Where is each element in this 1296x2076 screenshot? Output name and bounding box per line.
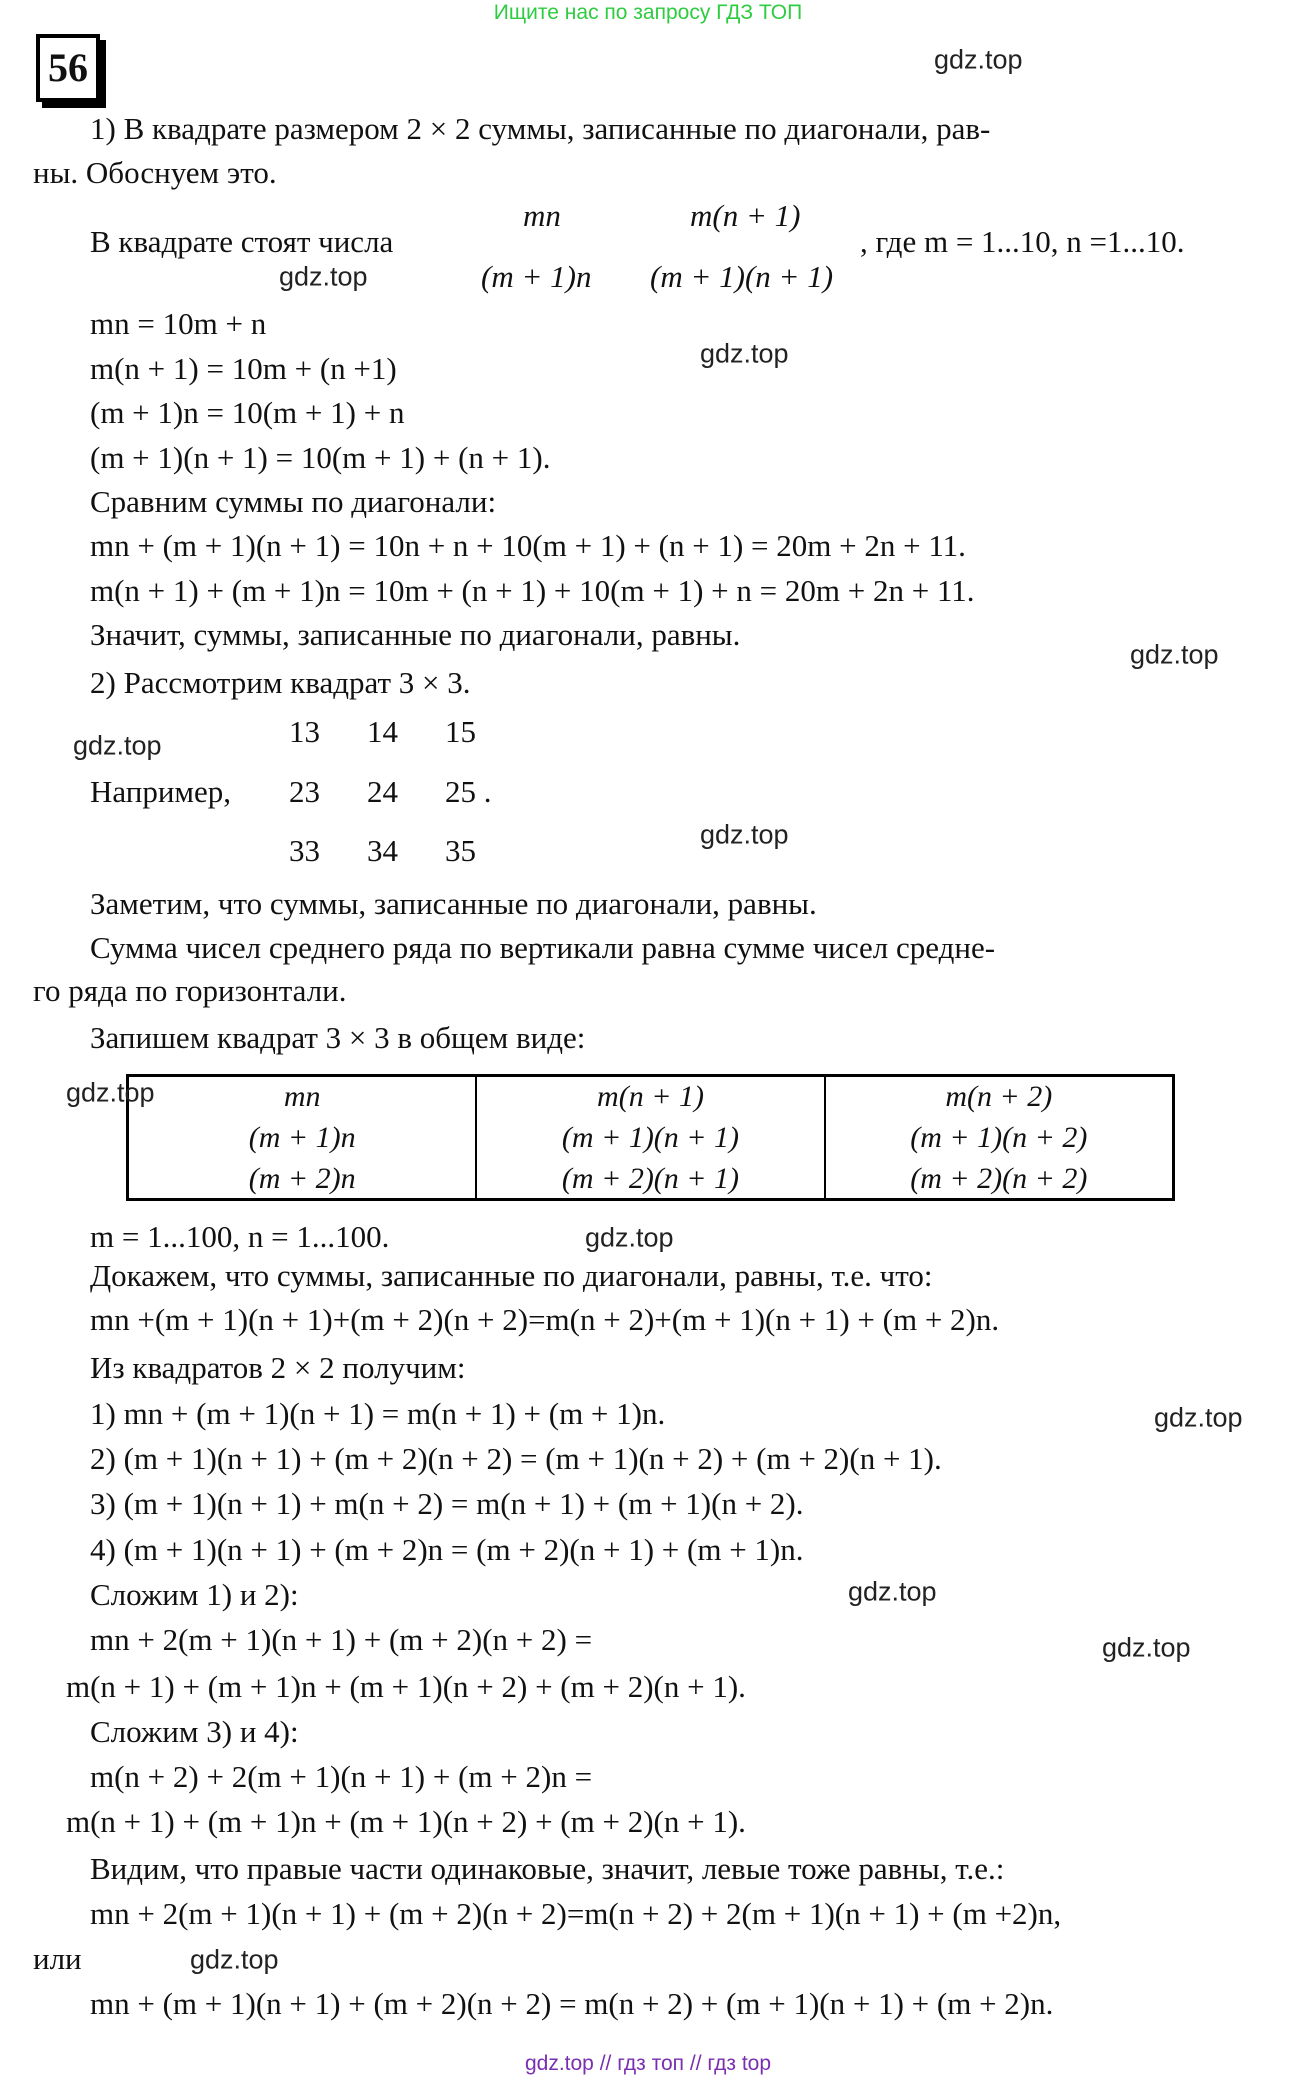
table-cell: mn: [283, 1080, 321, 1113]
table-column: [477, 1077, 825, 1198]
grid-cell: 24: [367, 774, 398, 809]
watermark: gdz.top: [848, 1576, 937, 1607]
grid-cell: 33: [289, 833, 320, 868]
table-cell: (m + 2)(n + 1): [561, 1162, 740, 1195]
text-line: Сравним суммы по диагонали:: [90, 484, 497, 519]
grid-cell: 23: [289, 774, 320, 809]
text-line: го ряда по горизонтали.: [33, 973, 347, 1008]
table-cell: (m + 1)(n + 2): [910, 1121, 1088, 1154]
watermark: gdz.top: [1154, 1402, 1243, 1433]
table-column: [826, 1077, 1172, 1198]
footer-links[interactable]: gdz.top // гдз топ // гдз top: [524, 2052, 772, 2075]
watermark: gdz.top: [934, 44, 1023, 75]
formula-line: m(n + 1) + (m + 1)n + (m + 1)(n + 2) + (m + 2)(n + 1).: [66, 1804, 746, 1839]
text-line: Заметим, что суммы, записанные по диагонали, равны.: [90, 886, 817, 921]
text-line: ны. Обоснуем это.: [33, 155, 277, 190]
header-ad-link[interactable]: Ищите нас по запросу ГДЗ ТОП: [493, 1, 803, 24]
matrix-cell: m(n + 1): [690, 198, 801, 233]
grid-cell: 15: [445, 714, 476, 749]
watermark: gdz.top: [700, 338, 789, 369]
formula-line: m(n + 1) + (m + 1)n + (m + 1)(n + 2) + (m + 2)(n + 1).: [66, 1669, 746, 1704]
text-line: Сложим 1) и 2):: [90, 1577, 299, 1612]
text-line: В квадрате стоят числа: [90, 224, 394, 259]
watermark: gdz.top: [279, 261, 368, 292]
table-cell: m(n + 2): [945, 1080, 1053, 1113]
grid-cell: 25 .: [445, 774, 492, 809]
text-line: Значит, суммы, записанные по диагонали, равны.: [90, 617, 741, 652]
formula-line: 4) (m + 1)(n + 1) + (m + 2)n = (m + 2)(n + 1) + (m + 1)n.: [90, 1532, 804, 1567]
formula-line: mn + (m + 1)(n + 1) = 10n + n + 10(m + 1) + (n + 1) = 20m + 2n + 11.: [90, 528, 966, 563]
text-line: Сумма чисел среднего ряда по вертикали равна сумме чисел средне-: [90, 930, 996, 965]
watermark: gdz.top: [1130, 639, 1219, 670]
formula-line: mn + 2(m + 1)(n + 1) + (m + 2)(n + 2) =: [90, 1622, 593, 1657]
text-line: 1) В квадрате размером 2 × 2 суммы, записанные по диагонали, рав-: [90, 111, 991, 146]
formula-line: (m + 1)n = 10(m + 1) + n: [90, 395, 405, 430]
formula-line: mn + (m + 1)(n + 1) + (m + 2)(n + 2) = m(n + 2) + (m + 1)(n + 1) + (m + 2)n.: [90, 1986, 1054, 2021]
formula-line: m(n + 1) + (m + 1)n = 10m + (n + 1) + 10(m + 1) + n = 20m + 2n + 11.: [90, 573, 975, 608]
table-cell: m(n + 1): [597, 1080, 704, 1113]
watermark: gdz.top: [1102, 1632, 1191, 1663]
grid-cell: 13: [289, 714, 320, 749]
watermark: gdz.top: [73, 730, 162, 761]
formula-line: 2) (m + 1)(n + 1) + (m + 2)(n + 2) = (m + 1)(n + 2) + (m + 2)(n + 1).: [90, 1441, 942, 1476]
formula-line: (m + 1)(n + 1) = 10(m + 1) + (n + 1).: [90, 440, 551, 475]
matrix-cell: mn: [523, 198, 561, 233]
formula-line: mn = 10m + n: [90, 306, 267, 341]
formula-line: 3) (m + 1)(n + 1) + m(n + 2) = m(n + 1) + (m + 1)(n + 2).: [90, 1486, 804, 1521]
watermark: gdz.top: [585, 1222, 674, 1253]
matrix-cell: (m + 1)n: [481, 259, 592, 294]
formula-line: m = 1...100, n = 1...100.: [90, 1219, 390, 1254]
formula-line: m(n + 2) + 2(m + 1)(n + 1) + (m + 2)n =: [90, 1759, 593, 1794]
text-line: Из квадратов 2 × 2 получим:: [90, 1350, 466, 1385]
general-square-table: [126, 1074, 1175, 1201]
table-column: [129, 1077, 477, 1198]
example-label: Например,: [90, 774, 232, 809]
text-line: или: [33, 1941, 82, 1976]
formula-line: m(n + 1) = 10m + (n +1): [90, 351, 397, 386]
formula-line: mn + 2(m + 1)(n + 1) + (m + 2)(n + 2)=m(n + 2) + 2(m + 1)(n + 1) + (m +2)n,: [90, 1896, 1062, 1931]
text-line: Докажем, что суммы, записанные по диагонали, равны, т.е. что:: [90, 1258, 933, 1293]
watermark: gdz.top: [190, 1944, 279, 1975]
text-line: Запишем квадрат 3 × 3 в общем виде:: [90, 1020, 586, 1055]
text-line: 2) Рассмотрим квадрат 3 × 3.: [90, 665, 471, 700]
table-cell: (m + 2)n: [248, 1162, 356, 1195]
formula-line: 1) mn + (m + 1)(n + 1) = m(n + 1) + (m + 1)n.: [90, 1396, 666, 1431]
text-line: Сложим 3) и 4):: [90, 1714, 299, 1749]
watermark: gdz.top: [66, 1077, 155, 1108]
table-cell: (m + 1)(n + 1): [561, 1121, 740, 1154]
table-cell: (m + 1)n: [248, 1121, 356, 1154]
formula-line: mn +(m + 1)(n + 1)+(m + 2)(n + 2)=m(n + 2)+(m + 1)(n + 1) + (m + 2)n.: [90, 1302, 1000, 1337]
matrix-cell: (m + 1)(n + 1): [650, 259, 834, 294]
task-number-badge: 56: [36, 34, 100, 102]
watermark: gdz.top: [700, 819, 789, 850]
text-line: , где m = 1...10, n =1...10.: [860, 224, 1185, 259]
grid-cell: 35: [445, 833, 476, 868]
grid-cell: 34: [367, 833, 398, 868]
grid-cell: 14: [367, 714, 398, 749]
table-cell: (m + 2)(n + 2): [910, 1162, 1088, 1195]
text-line: Видим, что правые части одинаковые, значит, левые тоже равны, т.е.:: [90, 1851, 1005, 1886]
